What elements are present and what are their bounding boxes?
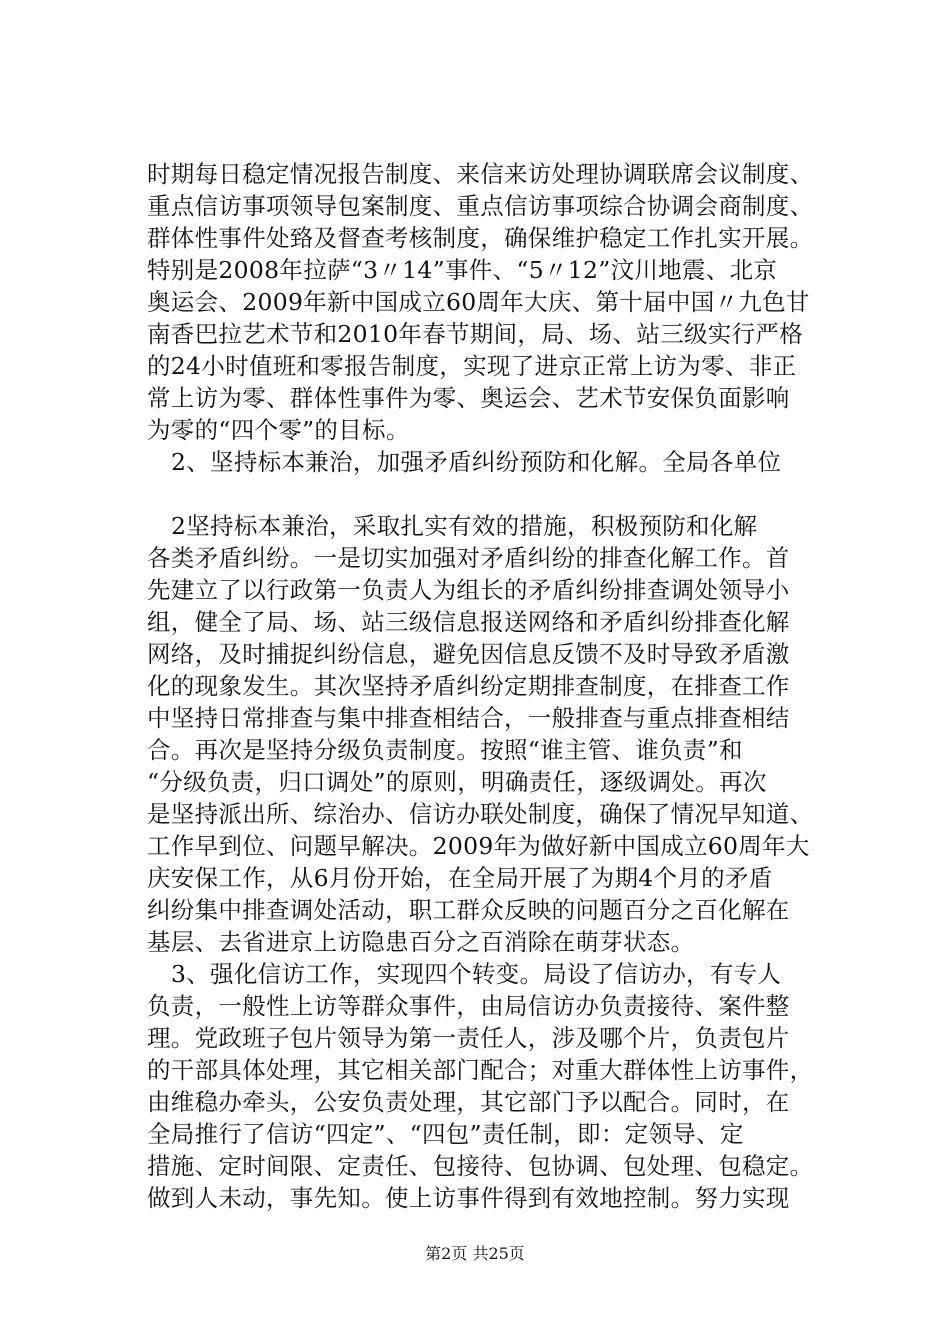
text-line: 2、坚持标本兼治，加强矛盾纠纷预防和化解。全局各单位 [171, 448, 782, 476]
text-line: 是坚持派出所、综治办、信访办联处制度，确保了情况早知道、 [147, 800, 814, 828]
text-line: 全局推行了信访“四定”、“四包”责任制，即：定领导、定 [147, 1120, 744, 1148]
paragraph [147, 446, 837, 478]
paragraph [147, 158, 837, 446]
text-line: 纠纷集中排查调处活动，职工群众反映的问题百分之百化解在 [147, 896, 790, 924]
text-line: “分级负责，归口调处”的原则，明确责任，逐级调处。再次 [147, 768, 767, 796]
text-line: 常上访为零、群体性事件为零、奥运会、艺术节安保负面影响 [147, 384, 790, 412]
text-line: 措施、定时间限、定责任、包接待、包协调、包处理、包稳定。 [147, 1152, 814, 1180]
paragraph [147, 510, 837, 958]
text-line: 理。党政班子包片领导为第一责任人，涉及哪个片，负责包片 [147, 1024, 790, 1052]
paragraph [147, 958, 837, 1214]
text-line: 群体性事件处臵及督查考核制度，确保维护稳定工作扎实开展。 [147, 224, 814, 252]
page-footer: 第2页 共25页 [425, 1244, 525, 1263]
text-line: 先建立了以行政第一负责人为组长的矛盾纠纷排查调处领导小 [147, 576, 790, 604]
text-line: 组，健全了局、场、站三级信息报送网络和矛盾纠纷排查化解 [147, 608, 790, 636]
text-line: 南香巴拉艺术节和2010年春节期间，局、场、站三级实行严格 [147, 320, 804, 348]
text-line: 合。再次是坚持分级负责制度。按照“谁主管、谁负责”和 [147, 736, 743, 764]
text-line: 奥运会、2009年新中国成立60周年大庆、第十届中国〃九色甘 [147, 288, 810, 316]
text-line: 2坚持标本兼治，采取扎实有效的措施，积极预防和化解 [171, 512, 758, 540]
text-line: 重点信访事项领导包案制度、重点信访事项综合协调会商制度、 [147, 192, 814, 220]
text-line: 化的现象发生。其次坚持矛盾纠纷定期排查制度，在排查工作 [147, 672, 790, 700]
text-line: 由维稳办牵头，公安负责处理，其它部门予以配合。同时，在 [147, 1088, 790, 1116]
text-line: 庆安保工作，从6月份开始，在全局开展了为期4个月的矛盾 [147, 864, 773, 892]
text-line: 做到人未动，事先知。使上访事件得到有效地控制。努力实现 [147, 1184, 790, 1212]
text-line: 中坚持日常排查与集中排查相结合，一般排查与重点排查相结 [147, 704, 790, 732]
text-line: 3、强化信访工作，实现四个转变。局设了信访办，有专人 [171, 960, 782, 988]
text-block-top [147, 158, 837, 478]
text-line: 网络，及时捕捉纠纷信息，避免因信息反馈不及时导致矛盾激 [147, 640, 790, 668]
text-line: 工作早到位、问题早解决。2009年为做好新中国成立60周年大 [147, 832, 810, 860]
text-line: 特别是2008年拉萨“3〃14”事件、“5〃12”汶川地震、北京 [147, 256, 778, 284]
text-line: 的24小时值班和零报告制度，实现了进京正常上访为零、非正 [147, 352, 797, 380]
text-line: 负责，一般性上访等群众事件，由局信访办负责接待、案件整 [147, 992, 790, 1020]
text-line: 的干部具体处理，其它相关部门配合；对重大群体性上访事件， [147, 1056, 814, 1084]
text-line: 各类矛盾纠纷。一是切实加强对矛盾纠纷的排查化解工作。首 [147, 544, 790, 572]
text-line: 基层、去省进京上访隐患百分之百消除在萌芽状态。 [147, 928, 695, 956]
text-line: 为零的“四个零”的目标。 [147, 416, 410, 444]
text-line: 时期每日稳定情况报告制度、来信来访处理协调联席会议制度、 [147, 160, 814, 188]
text-block-bottom [147, 510, 837, 1214]
